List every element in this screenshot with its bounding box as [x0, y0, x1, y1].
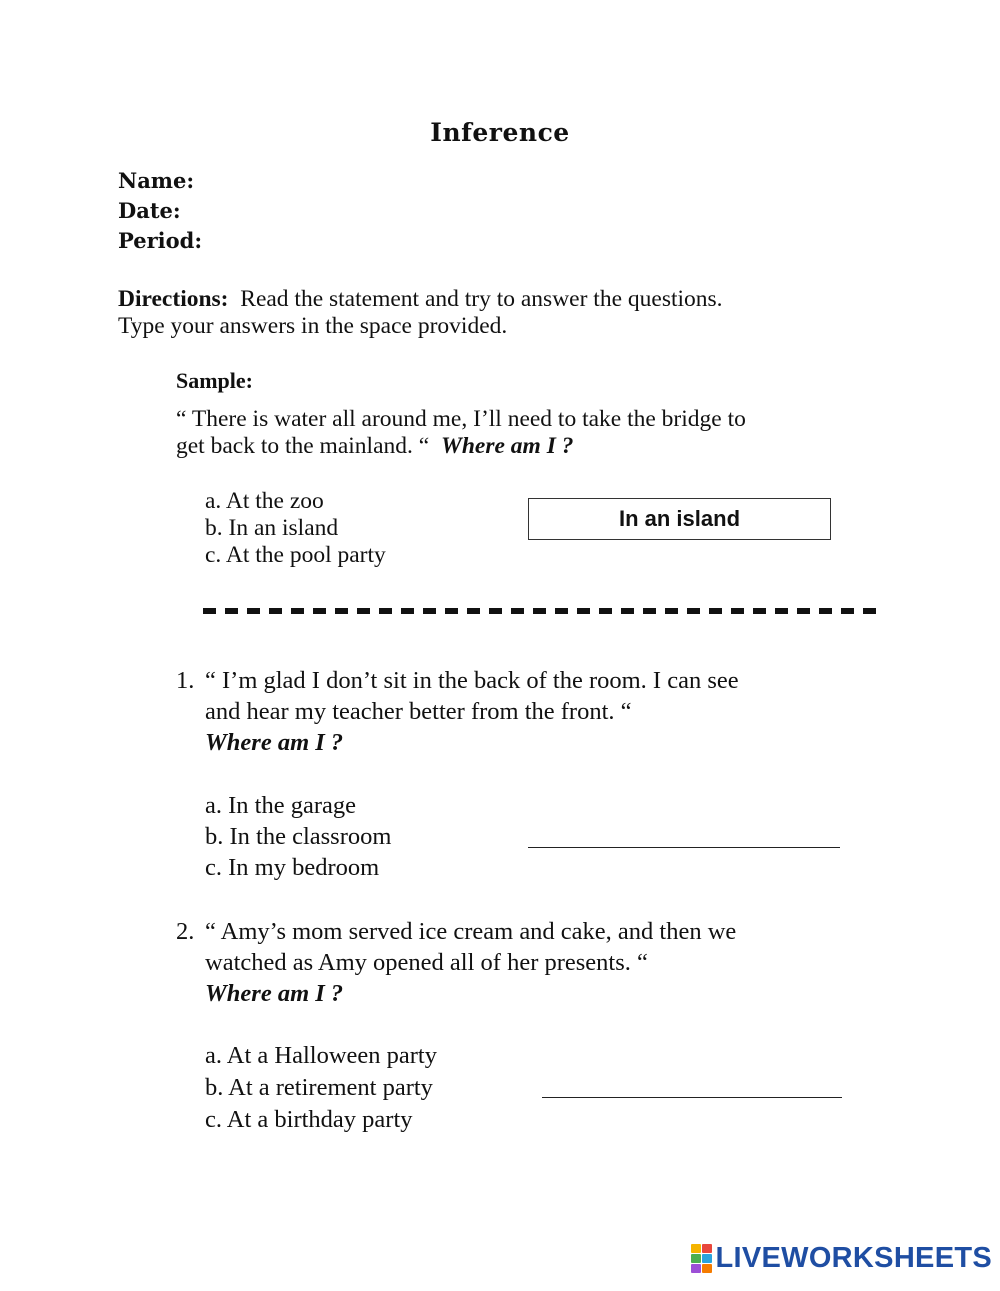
logo-block [691, 1264, 701, 1273]
sample-option-b: b. In an island [205, 515, 339, 541]
logo-block [691, 1254, 701, 1263]
question-2-number: 2. [176, 918, 195, 945]
liveworksheets-logo [691, 1242, 993, 1275]
question-2-line2: watched as Amy opened all of her presents. “ [205, 949, 648, 976]
date-label: Date: [118, 198, 181, 223]
logo-block [702, 1254, 712, 1263]
question-2-option-a: a. At a Halloween party [205, 1042, 437, 1069]
sample-statement-line2 [176, 433, 573, 460]
logo-block [691, 1244, 701, 1253]
question-2-line1: “ Amy’s mom served ice cream and cake, and then we [205, 918, 737, 945]
dashed-divider [203, 608, 885, 614]
question-2-option-b: b. At a retirement party [205, 1074, 433, 1101]
question-1-line1: “ I’m glad I don’t sit in the back of the room. I can see [205, 667, 739, 694]
sample-statement-line1: “ There is water all around me, I’ll need to take the bridge to [176, 406, 746, 432]
sample-option-a: a. At the zoo [205, 488, 324, 514]
directions-line2: Type your answers in the space provided. [118, 313, 508, 339]
period-label: Period: [118, 228, 203, 253]
name-label: Name: [118, 168, 195, 193]
logo-blocks-icon [691, 1244, 712, 1273]
sample-answer-box[interactable]: In an island [528, 498, 831, 540]
question-1-number: 1. [176, 667, 195, 694]
question-2-answer-blank[interactable] [542, 1097, 842, 1098]
question-2-option-c: c. At a birthday party [205, 1106, 413, 1133]
question-1-option-c: c. In my bedroom [205, 854, 380, 881]
question-1-prompt: Where am I ? [205, 729, 344, 756]
logo-text: LIVEWORKSHEETS [715, 1242, 992, 1274]
sample-option-c: c. At the pool party [205, 542, 386, 568]
question-1-option-a: a. In the garage [205, 792, 356, 819]
question-1-option-b: b. In the classroom [205, 823, 392, 850]
logo-block [702, 1244, 712, 1253]
question-1-line2: and hear my teacher better from the front. “ [205, 698, 632, 725]
directions [118, 286, 918, 313]
directions-label: Directions: [118, 286, 229, 312]
sample-question: Where am I ? [440, 433, 574, 459]
logo-block [702, 1264, 712, 1273]
worksheet-title: Inference [430, 118, 570, 147]
question-1-answer-blank[interactable] [528, 847, 840, 848]
sample-label: Sample: [176, 368, 253, 393]
directions-line1: Read the statement and try to answer the questions. [240, 286, 723, 312]
question-2-prompt: Where am I ? [205, 980, 344, 1007]
sample-statement-line2-text: get back to the mainland. “ [176, 433, 430, 459]
